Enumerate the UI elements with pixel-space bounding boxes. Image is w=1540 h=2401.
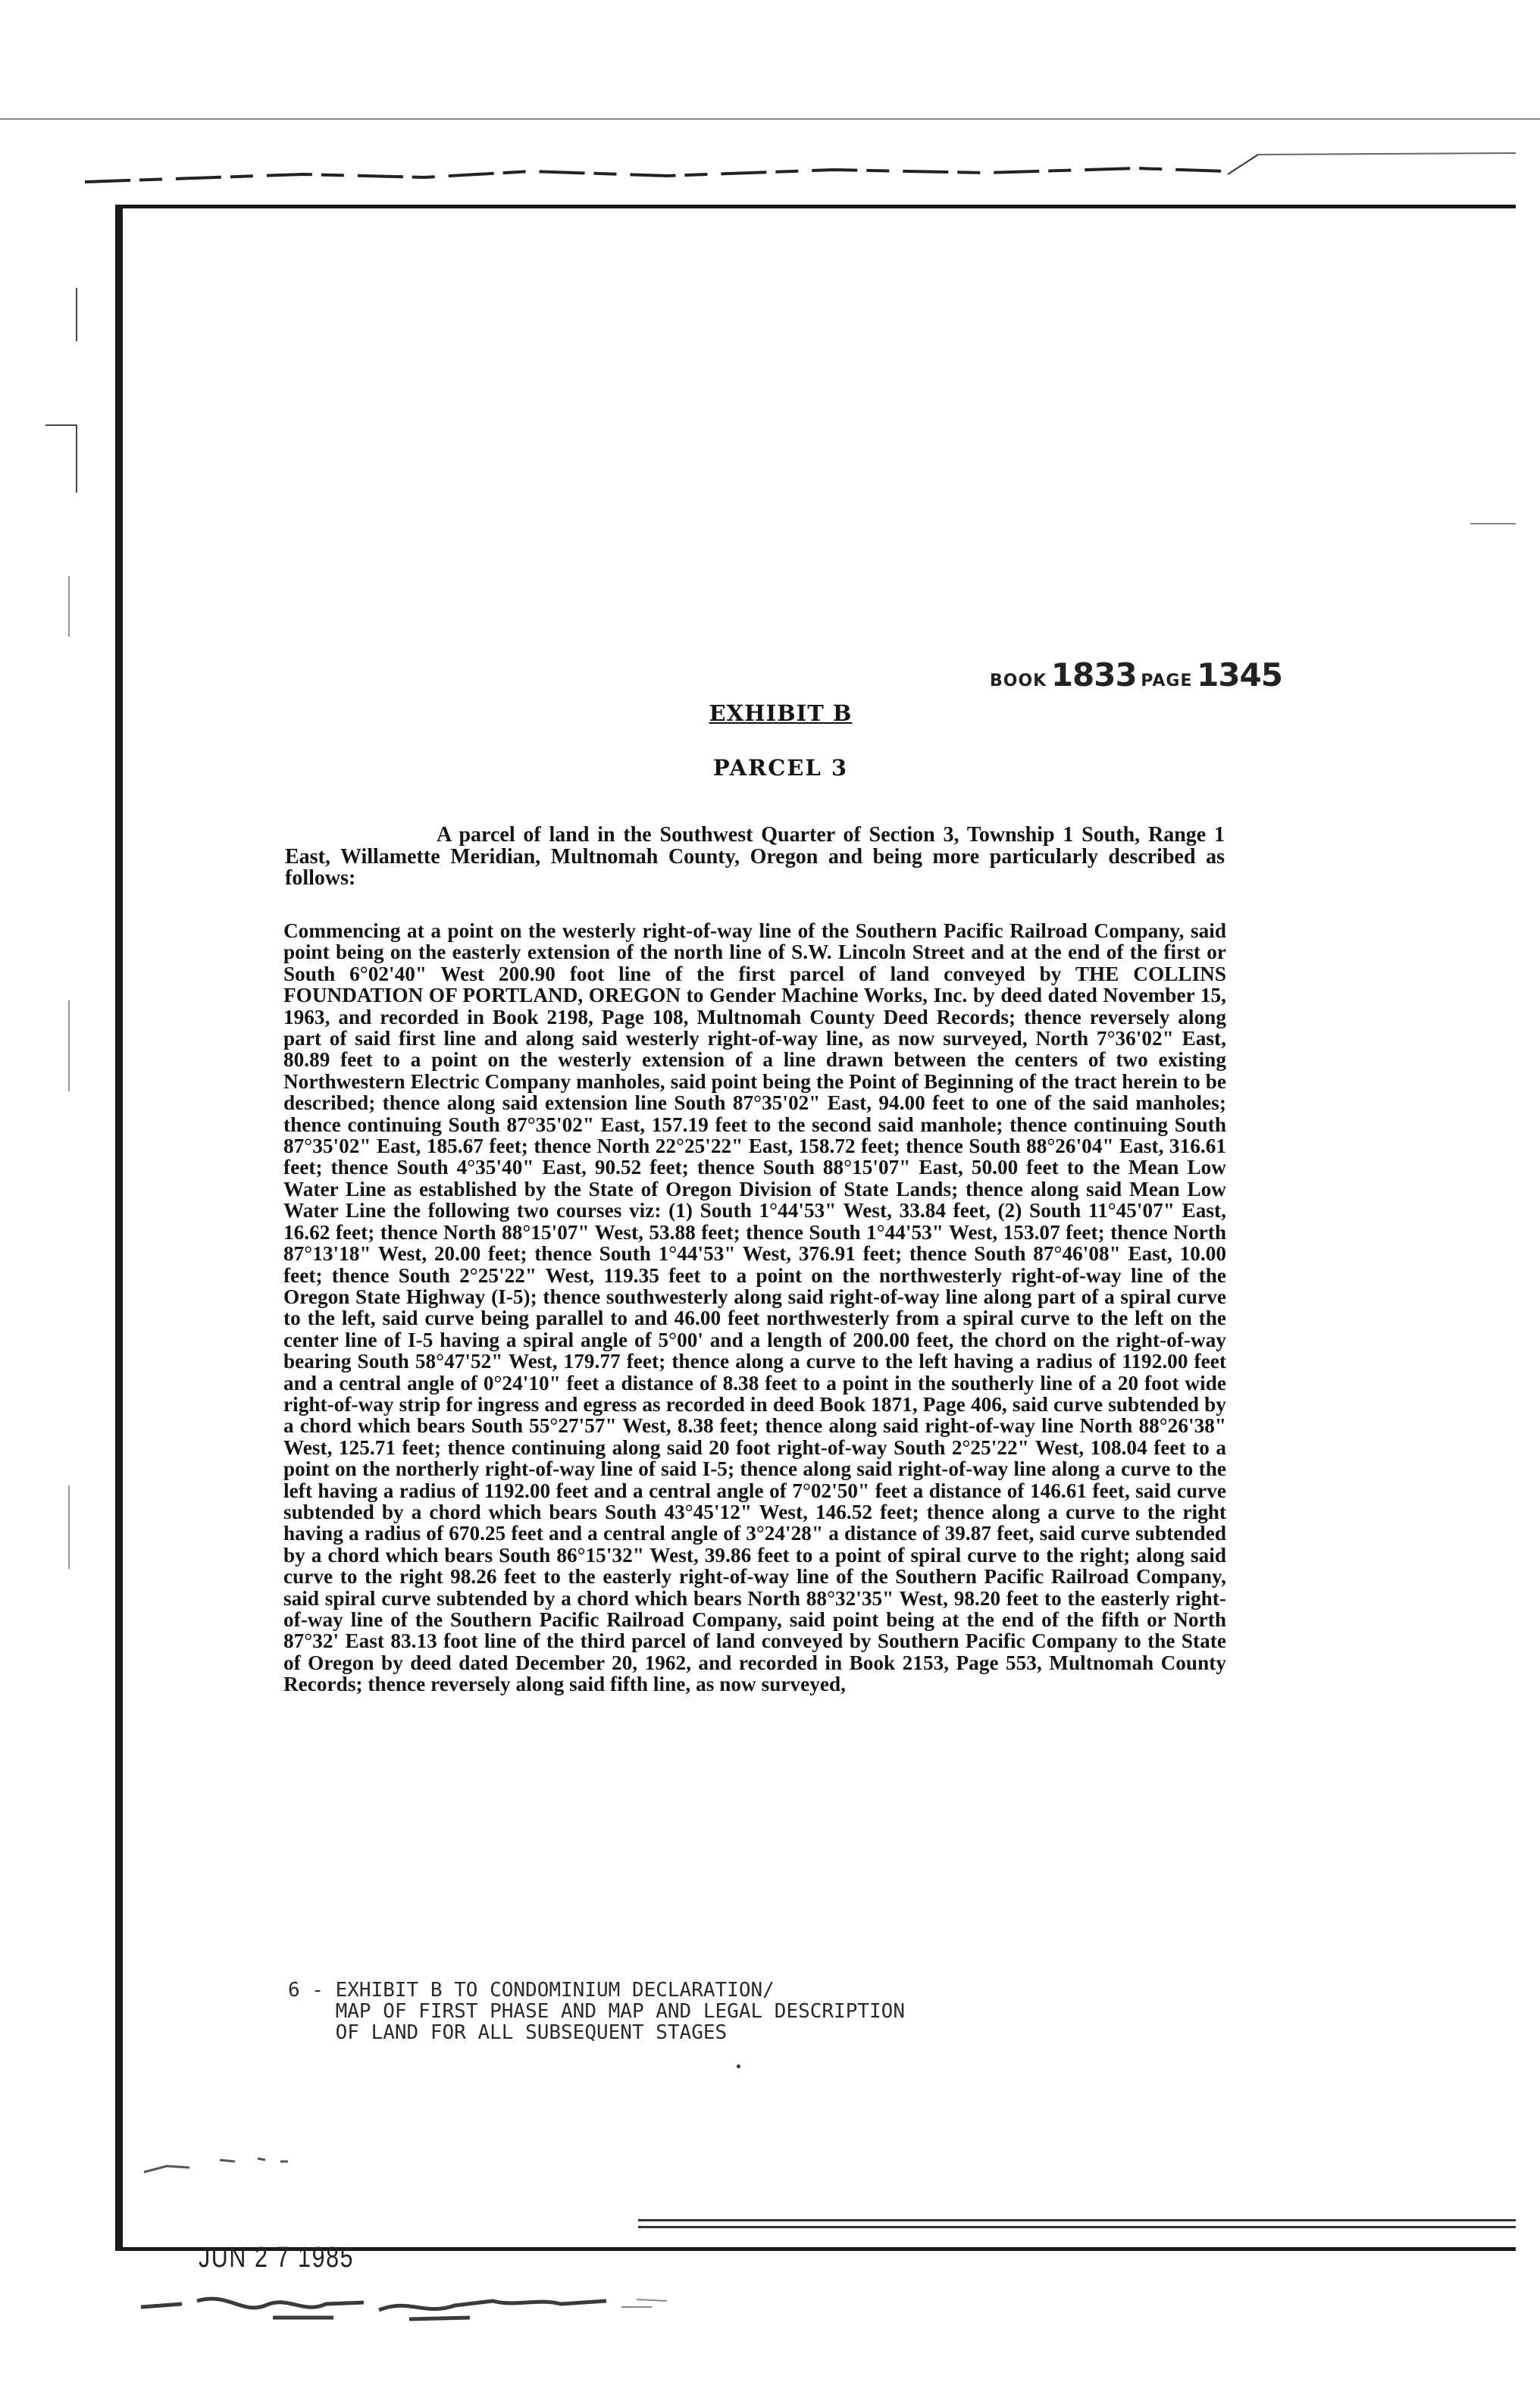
margin-mark bbox=[45, 424, 76, 426]
legal-description-paragraph: Commencing at a point on the westerly right-of-way line of the Southern Pacific Railroad Company, said point being on the easterly extension of the north line of S.W. Lincoln Street and at the end of the first or South 6°02'40" West 200.90 foot line of the first parcel of land conveyed by THE COLLINS FOUNDATION OF PORTLAND, OREGON to Gender Machine Works, Inc. by deed dated November 15, 1963, and recorded in Book 2198, Page 108, Multnomah County Deed Records; thence reversely along part of said first line and along said westerly right-of-way line, as now surveyed, North 7°36'02" East, 80.89 feet to a point on the westerly extension of a line drawn between the centers of two existing Northwestern Electric Company manholes, said point being the Point of Beginning of the tract herein to be described; thence along said extension line South 87°35'02" East, 94.00 feet to one of the said manholes; thence continuing South 87°35'02" East, 157.19 feet to the second said manhole; thence continuing South 87°35'02" East, 185.67 feet; thence North 22°25'22" East, 158.72 feet; thence South 88°26'04" East, 316.61 feet; thence South 4°35'40" East, 90.52 feet; thence South 88°15'07" East, 50.00 feet to the Mean Low Water Line as established by the State of Oregon Division of State Lands; thence along said Mean Low Water Line the following two courses viz: (1) South 1°44'53" West, 33.84 feet, (2) South 11°45'07" East, 16.62 feet; thence North 88°15'07" West, 53.88 feet; thence South 1°44'53" West, 153.07 feet; thence North 87°13'18" West, 20.00 feet; thence South 1°44'53" West, 376.91 feet; thence South 87°46'08" East, 10.00 feet; thence South 2°25'22" West, 119.35 feet to a point on the northwesterly right-of-way line of the Oregon State Highway (I-5); thence southwesterly along said right-of-way line along part of a spiral curve to the left, said curve being parallel to and 46.00 feet northwesterly from a spiral curve to the left on the center line of I-5 having a spiral angle of 5°00' and a length of 200.00 feet, the chord on the right-of-way bearing South 58°47'52" West, 179.77 feet; thence along a curve to the left having a radius of 1192.00 feet and a central angle of 0°24'10" feet a distance of 8.38 feet to a point in the southerly line of a 20 foot wide right-of-way strip for ingress and egress as recorded in deed Book 1871, Page 406, said curve subtended by a chord which bears South 55°27'57" West, 8.38 feet; thence along said right-of-way line North 88°26'38" West, 125.71 feet; thence continuing along said 20 foot right-of-way South 2°25'22" West, 108.04 feet to a point on the northerly right-of-way line of said I-5; thence along said right-of-way line along a curve to the left having a radius of 1192.00 feet and a central angle of 7°02'50" feet a distance of 146.61 feet, said curve subtended by a chord which bears South 43°45'12" West, 146.52 feet; thence along a curve to the right having a radius of 670.25 feet and a central angle of 3°24'28" a distance of 39.87 feet, said curve subtended by a chord which bears South 86°15'32" West, 39.86 feet to a point of spiral curve to the right; along said curve to the right 98.26 feet to the easterly right-of-way line of the Southern Pacific Railroad Company, said spiral curve subtended by a chord which bears North 88°32'35" West, 98.20 feet to the easterly right-of-way line of the Southern Pacific Railroad Company, said point being at the end of the fifth or North 87°32' East 83.13 foot line of the third parcel of land conveyed by Southern Pacific Company to the State of Oregon by deed dated December 20, 1962, and recorded in Book 2153, Page 553, Multnomah County Records; thence reversely along said fifth line, as now surveyed, bbox=[283, 919, 1226, 1696]
scan-artifact-top-marks bbox=[0, 152, 1540, 197]
footer-caption-line: MAP OF FIRST PHASE AND MAP AND LEGAL DESCRIPTION bbox=[288, 2000, 905, 2023]
scan-artifact-top bbox=[0, 118, 1540, 120]
footer-caption-line: 6 - EXHIBIT B TO CONDOMINIUM DECLARATION/ bbox=[288, 1979, 775, 2002]
margin-mark bbox=[68, 576, 70, 637]
scan-artifact-bottom-left bbox=[136, 2152, 364, 2183]
margin-mark bbox=[1470, 523, 1516, 524]
margin-mark bbox=[76, 288, 77, 341]
exhibit-title: EXHIBIT B bbox=[709, 700, 853, 726]
footer-caption-line: OF LAND FOR ALL SUBSEQUENT STAGES bbox=[288, 2021, 728, 2044]
stray-dot bbox=[737, 2064, 740, 2068]
book-label: BOOK bbox=[990, 671, 1047, 690]
bottom-double-rule bbox=[638, 2219, 1516, 2230]
margin-mark bbox=[68, 1000, 70, 1091]
date-stamp: JUN 2 7 1985 bbox=[199, 2242, 355, 2274]
book-number: 1833 bbox=[1050, 656, 1137, 693]
recorder-signature bbox=[136, 2284, 667, 2330]
margin-mark bbox=[68, 1485, 70, 1569]
page-number: 1345 bbox=[1197, 656, 1282, 693]
book-page-reference bbox=[990, 656, 1282, 693]
footer-caption bbox=[288, 1980, 905, 2043]
intro-paragraph: A parcel of land in the Southwest Quarter of Section 3, Township 1 South, Range 1 East, Willamette Meridian, Multnomah County, Oregon and being more particularly described as follows: bbox=[285, 823, 1225, 890]
page-label: PAGE bbox=[1141, 671, 1193, 690]
margin-mark bbox=[76, 424, 77, 493]
parcel-title: PARCEL 3 bbox=[712, 755, 849, 781]
